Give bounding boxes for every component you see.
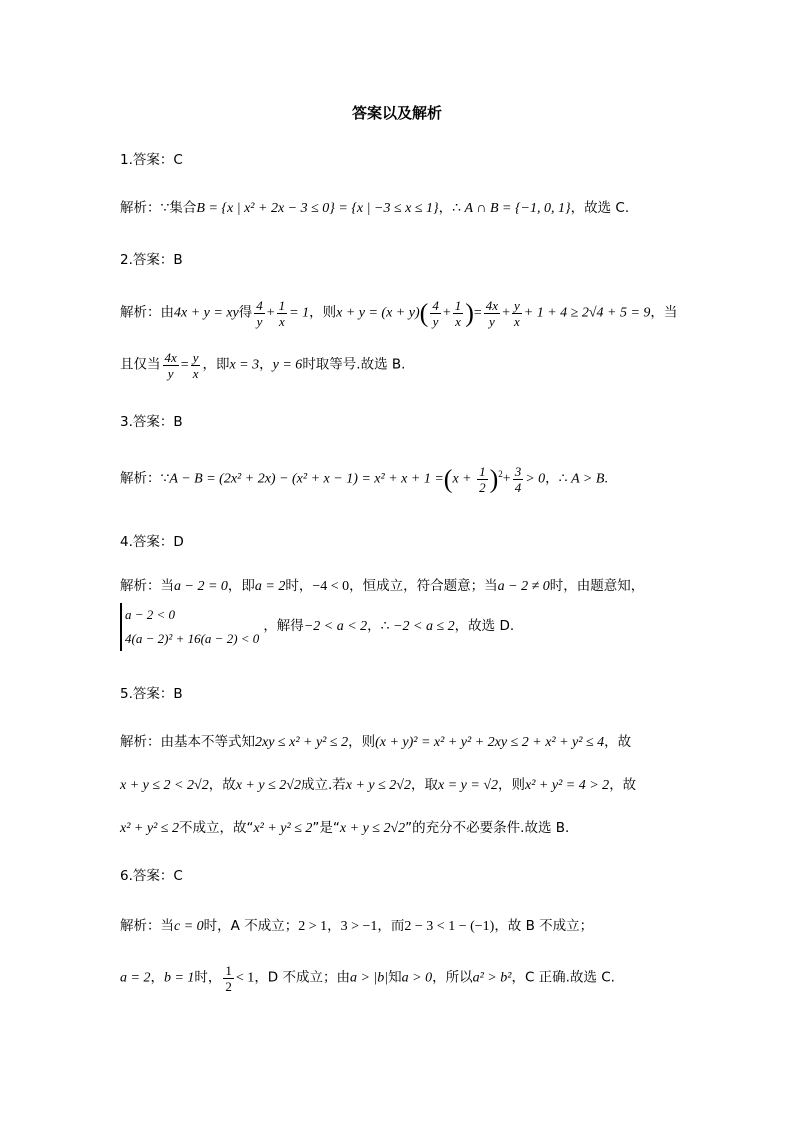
fraction: $\frac{4}{y}$	[256, 298, 263, 329]
fraction: $\frac{y}{x}$	[513, 298, 520, 329]
q5-analysis-line3: x² + y² ≤ 2不成立，故“x² + y² ≤ 2”是“x + y ≤ 2√2”的充分不必要条件.故选 B.	[120, 820, 570, 836]
q5-analysis-line2: x + y ≤ 2 < 2√2，故x + y ≤ 2√2成立.若x + y ≤ 2√2，取x = y = √2，则x² + y² = 4 > 2，故	[120, 777, 637, 793]
q5-analysis-line1: 解析：由基本不等式知2xy ≤ x² + y² ≤ 2，则(x + y)² = x² + y² + 2xy ≤ 2 + x² + y² ≤ 4，故	[120, 734, 632, 750]
fraction: $\frac{y}{x}$	[192, 350, 199, 381]
q6-analysis-line2: a = 2，b = 1时， $\frac{1}{2}$ < 1，D 不成立；由a > |b|知a > 0，所以a² > b²，C 正确.故选 C.	[120, 963, 615, 994]
fraction: $\frac{1}{x}$	[454, 298, 462, 329]
q2-answer: 2.答案：B	[120, 252, 183, 268]
fraction: $\frac{3}{4}$	[514, 464, 522, 495]
q3-answer: 3.答案：B	[120, 414, 183, 430]
fraction: $\frac{1}{x}$	[278, 298, 286, 329]
fraction: $\frac{4}{y}$	[432, 298, 439, 329]
q6-answer: 6.答案：C	[120, 868, 183, 884]
q2-analysis-line2: 且仅当 $\frac{4x}{y}$ = $\frac{y}{x}$ ，即x = 3，y = 6时取等号.故选 B.	[120, 350, 406, 381]
q4-answer: 4.答案：D	[120, 534, 184, 550]
fraction: $\frac{4x}{y}$	[164, 350, 177, 381]
q2-analysis-line1: 解析：由4x + y = xy得 $\frac{4}{y}$ + $\frac{1}{x}$ = 1，则x + y = (x + y)( $\frac{4}{y}$ + $\frac{1}{x}$ )= $\frac{4x}{y}$ + $\frac{y}{x}$ + 1 + 4 ≥ 2√4 + 5 = 9，当	[120, 298, 678, 329]
q5-answer: 5.答案：B	[120, 686, 183, 702]
q4-analysis-line2: a − 2 < 0 4(a − 2)² + 16(a − 2) < 0 ，解得−2 < a < 2，∴ −2 < a ≤ 2，故选 D.	[120, 603, 690, 651]
fraction: $\frac{1}{2}$	[225, 963, 232, 994]
q1-answer: 1.答案：C	[120, 152, 183, 168]
q4-analysis-line1: 解析：当a − 2 = 0，即a = 2时，−4 < 0，恒成立，符合题意；当a − 2 ≠ 0时，由题意知，	[120, 578, 645, 594]
q3-analysis: 解析：∵A − B = (2x² + 2x) − (x² + x − 1) = x² + x + 1 =(x + $\frac{1}{2}$ )$^2$+ $\frac{3}{4}$ > 0，∴ A > B.	[120, 464, 608, 495]
q6-analysis-line1: 解析：当c = 0时，A 不成立；2 > 1，3 > −1，而2 − 3 < 1 − (−1)，故 B 不成立；	[120, 918, 594, 934]
q1-analysis: 解析：∵集合B = {x | x² + 2x − 3 ≤ 0} = {x | −3 ≤ x ≤ 1}，∴ A ∩ B = {−1, 0, 1}，故选 C.	[120, 200, 630, 216]
fraction: $\frac{1}{2}$	[479, 464, 486, 495]
page-title: 答案以及解析	[351, 104, 442, 122]
fraction: $\frac{4x}{y}$	[485, 298, 499, 329]
equation-system: a − 2 < 0 4(a − 2)² + 16(a − 2) < 0	[120, 603, 259, 651]
